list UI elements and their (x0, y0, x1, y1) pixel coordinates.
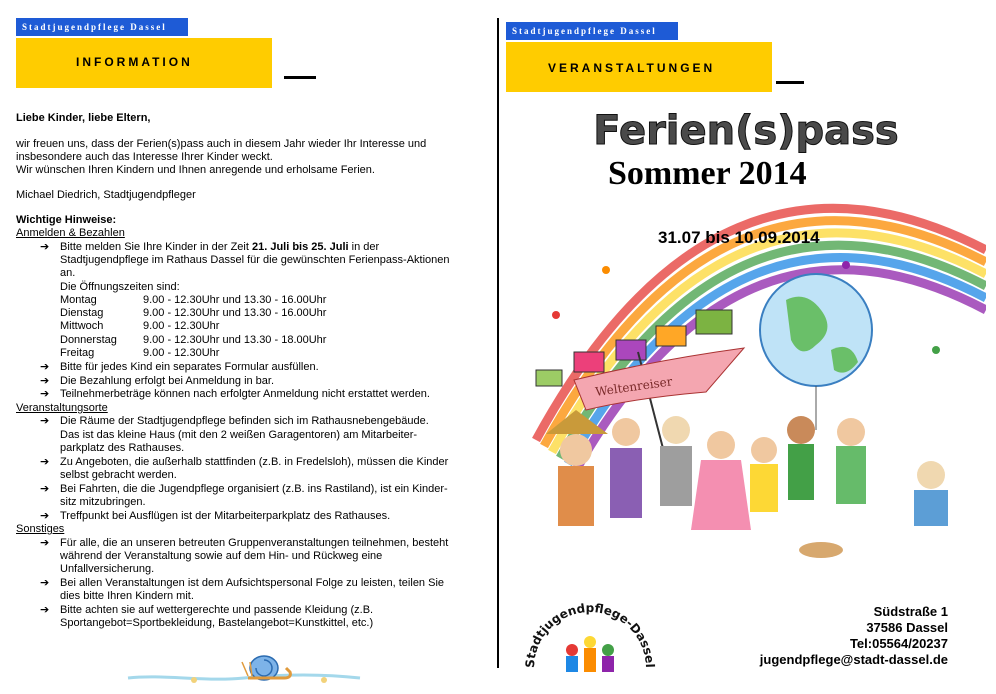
hours-time: 9.00 - 12.30Uhr (143, 347, 220, 359)
page-heading: INFORMATION (76, 55, 193, 69)
arrow-icon: ➔ (40, 456, 50, 468)
arrow-icon: ➔ (40, 577, 50, 589)
page-divider (497, 18, 499, 668)
ferienspass-title (536, 106, 956, 154)
hours-day: Montag (60, 294, 97, 306)
bullet-text: Bitte melden Sie Ihre Kinder in der Zeit 21. Juli bis 25. Juli in der (60, 241, 380, 253)
hours-time: 9.00 - 12.30Uhr und 13.30 - 18.00Uhr (143, 334, 327, 346)
hours-heading: Die Öffnungszeiten sind: (60, 281, 180, 293)
hours-time: 9.00 - 12.30Uhr und 13.30 - 16.00Uhr (143, 307, 327, 319)
arrow-icon: ➔ (40, 415, 50, 427)
arrow-icon: ➔ (40, 537, 50, 549)
bullet-text: Stadtjugendpflege im Rathaus Dassel für die gewünschten Ferienpass-Aktionen (60, 254, 450, 266)
intro-line: insbesondere auch das Interesse Ihrer Kinder weckt. (16, 151, 273, 163)
hours-day: Freitag (60, 347, 95, 359)
section-heading: Anmelden & Bezahlen (16, 227, 125, 239)
title-text: Ferien(s)pass (593, 108, 899, 154)
arrow-icon: ➔ (40, 388, 50, 400)
phone-number: Tel:05564/20237 (849, 636, 948, 651)
hours-day: Donnerstag (60, 334, 117, 346)
bullet-text: an. (60, 267, 76, 279)
bullet-text: Bitte achten sie auf wettergerechte und passende Kleidung (z.B. (60, 604, 374, 616)
brand-tag: Stadtjugendpflege Dassel (16, 18, 188, 36)
arrow-icon: ➔ (40, 510, 50, 522)
hours-time: 9.00 - 12.30Uhr und 13.30 - 16.00Uhr (143, 294, 327, 306)
bullet-text: selbst gebracht werden. (60, 469, 177, 481)
header-rule (284, 76, 316, 79)
section-heading: Sonstiges (16, 523, 65, 535)
address-street: Südstraße 1 (873, 604, 948, 619)
header-rule (776, 81, 804, 84)
bullet-text: Die Bezahlung erfolgt bei Anmeldung in bar. (60, 375, 275, 387)
bullet-text: Zu Angeboten, die außerhalb stattfinden (z.B. in Fredelsloh), müssen die Kinder (60, 456, 449, 468)
signature: Michael Diedrich, Stadtjugendpfleger (16, 189, 196, 201)
intro-line: Wir wünschen Ihren Kindern und Ihnen anregende und erholsame Ferien. (16, 164, 375, 176)
bullet-text: Für alle, die an unseren betreuten Gruppenveranstaltungen teilnehmen, besteht (60, 537, 449, 549)
address-city: 37586 Dassel (866, 620, 948, 635)
bullet-text: sitz mitzubringen. (60, 496, 146, 508)
bullet-text: Das ist das kleine Haus (mit den 2 weißen Garagentoren) am Mitarbeiter- (60, 429, 418, 441)
snail-illustration-icon (124, 638, 364, 686)
banner-text: Weltenreiser (594, 374, 674, 399)
bullet-text: parkplatz des Rathauses. (60, 442, 185, 454)
intro-line: wir freuen uns, dass der Ferien(s)pass auch in diesem Jahr wieder Ihr Interesse und (16, 138, 427, 150)
hours-day: Mittwoch (60, 320, 104, 332)
section-heading: Veranstaltungsorte (16, 402, 108, 414)
hours-day: Dienstag (60, 307, 104, 319)
hints-heading: Wichtige Hinweise: (16, 214, 117, 226)
kids-world-illustration-icon (516, 130, 986, 590)
bullet-text: Sportangebot=Sportbekleidung, Bastelangebot=Kunstkittel, etc.) (60, 617, 374, 629)
date-range: 31.07 bis 10.09.2014 (658, 228, 820, 247)
bullet-text: Bei allen Veranstaltungen ist dem Aufsichtspersonal Folge zu leisten, teilen Sie (60, 577, 445, 589)
brand-tag: Stadtjugendpflege Dassel (506, 22, 678, 40)
arrow-icon: ➔ (40, 483, 50, 495)
bullet-text: Unfallversicherung. (60, 563, 155, 575)
greeting: Liebe Kinder, liebe Eltern, (16, 112, 151, 124)
arrow-icon: ➔ (40, 604, 50, 616)
stadtjugendpflege-logo-icon (520, 590, 660, 680)
bullet-text: Bei Fahrten, die die Jugendpflege organisiert (z.B. ins Rastiland), ist ein Kinder- (60, 483, 448, 495)
bullet-text: Teilnehmerbeträge können nach erfolgter Anmeldung nicht erstattet werden. (60, 388, 430, 400)
bullet-text: während der Veranstaltung sowie auf dem Hin- und Rückweg eine (60, 550, 383, 562)
season-title: Sommer 2014 (608, 155, 807, 192)
logo-text: Stadtjugendpflege-Dassel (522, 600, 658, 669)
hours-time: 9.00 - 12.30Uhr (143, 320, 220, 332)
bullet-text: Bitte für jedes Kind ein separates Formular ausfüllen. (60, 361, 319, 373)
arrow-icon: ➔ (40, 375, 50, 387)
email-address[interactable]: jugendpflege@stadt-dassel.de (759, 652, 948, 667)
page-heading: VERANSTALTUNGEN (548, 61, 716, 75)
right-page (500, 0, 996, 694)
bullet-text: Die Räume der Stadtjugendpflege befinden sich im Rathausnebengebäude. (60, 415, 429, 427)
arrow-icon: ➔ (40, 241, 50, 253)
arrow-icon: ➔ (40, 361, 50, 373)
bullet-text: dies bitte Ihren Kindern mit. (60, 590, 194, 602)
bullet-text: Treffpunkt bei Ausflügen ist der Mitarbeiterparkplatz des Rathauses. (60, 510, 391, 522)
